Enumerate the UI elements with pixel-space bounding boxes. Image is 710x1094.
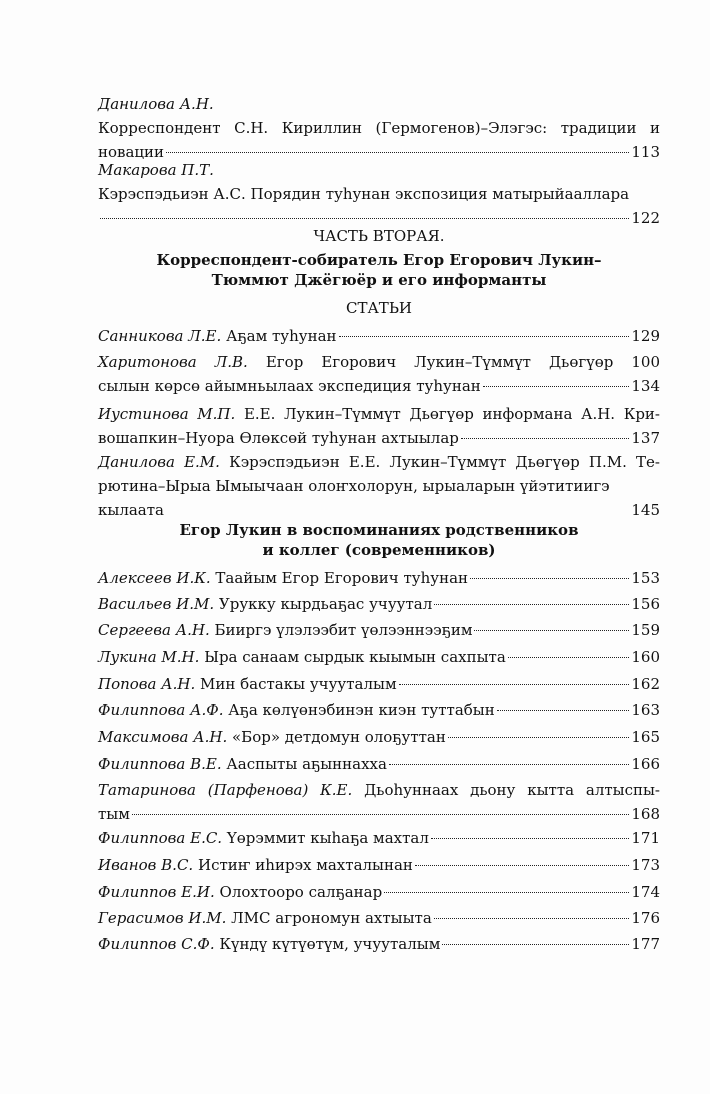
leader-dots xyxy=(474,630,629,631)
page-number: 113 xyxy=(631,143,660,161)
leader-dots xyxy=(434,604,629,605)
entry-author: Герасимов И.М. xyxy=(98,909,227,927)
entry-title: Бииргэ үлэлээбит үөлээннээҕим xyxy=(214,621,473,639)
entry-title: Мин бастакы учууталым xyxy=(200,675,397,693)
page-number: 174 xyxy=(631,883,660,901)
entry-title: Корреспондент С.Н. Кириллин (Гермогенов)–Элэгэс: традиции и xyxy=(98,119,660,137)
entry-title: Кэрэспэдьиэн Е.Е. Лукин–Түммүт Дьөгүөр П.М. Те- xyxy=(229,453,660,471)
page-number: 165 xyxy=(631,728,660,746)
leader-dots xyxy=(166,152,629,153)
page-number: 176 xyxy=(631,909,660,927)
leader-dots xyxy=(497,710,630,711)
leader-dots xyxy=(100,218,629,219)
list-item xyxy=(98,853,660,877)
leader-dots xyxy=(448,737,629,738)
page-number: 162 xyxy=(631,675,660,693)
entry-title-cont: вошапкин–Нуора Өлөксөй туһунан ахтыылар xyxy=(98,429,459,447)
page-number: 160 xyxy=(631,648,660,666)
entry-author: Сергеева А.Н. xyxy=(98,621,210,639)
page-number: 145 xyxy=(631,501,660,519)
entry-title-cont: тым xyxy=(98,805,130,823)
entry-author: Алексеев И.К. xyxy=(98,569,211,587)
toc-entry xyxy=(98,158,660,230)
part-title-cont: Тюммют Джёгюёр и его информанты xyxy=(211,271,547,289)
list-item xyxy=(98,672,660,696)
toc-entry xyxy=(98,402,660,450)
entry-title-cont: рютина–Ырыа Ымыычаан олоҥхолорун, ырыаларын үйэтитиигэ xyxy=(98,477,610,495)
entry-title: Аҕам туһунан xyxy=(226,327,337,345)
entry-title: Аҕа көлүөнэбинэн киэн туттабын xyxy=(228,701,495,719)
part-label: ЧАСТЬ ВТОРАЯ. xyxy=(313,227,445,245)
leader-dots xyxy=(442,944,629,945)
entry-title: Ааспыты аҕыннаххa xyxy=(226,755,387,773)
leader-dots xyxy=(461,438,629,439)
page-number: 171 xyxy=(631,829,660,847)
list-item xyxy=(98,880,660,904)
page-number: 166 xyxy=(631,755,660,773)
entry-author: Данилова Е.М. xyxy=(98,453,220,471)
leader-dots xyxy=(483,386,630,387)
entry-author: Татаринова (Парфенова) К.Е. xyxy=(98,781,353,799)
entry-title: Үөрэммит кыһаҕа махтал xyxy=(226,829,429,847)
leader-dots xyxy=(434,918,630,919)
leader-dots xyxy=(431,838,629,839)
entry-title: Истиҥ иһирэх махталынан xyxy=(197,856,413,874)
toc-entry xyxy=(98,324,660,348)
list-item xyxy=(98,752,660,776)
page-number: 122 xyxy=(631,209,660,227)
page-number: 168 xyxy=(631,805,660,823)
page-number: 129 xyxy=(631,327,660,345)
entry-title-cont: кылаата xyxy=(98,501,164,519)
entry-author: Филиппов С.Ф. xyxy=(98,935,215,953)
list-item xyxy=(98,618,660,642)
list-item xyxy=(98,932,660,956)
entry-author: Филиппова А.Ф. xyxy=(98,701,224,719)
leader-dots xyxy=(339,336,630,337)
entry-title: Урукку кырдьаҕас учуутал xyxy=(218,595,433,613)
entry-author: Иустинова М.П. xyxy=(98,405,236,423)
page-number: 156 xyxy=(631,595,660,613)
page-number: 153 xyxy=(631,569,660,587)
entry-title: ЛМС агрономун ахтыыта xyxy=(231,909,432,927)
leader-dots xyxy=(508,657,630,658)
entry-author: Максимова А.Н. xyxy=(98,728,228,746)
entry-title: «Бор» детдомун олоҕуттан xyxy=(232,728,446,746)
entry-title-cont: сылын көрсө айымньылаах экспедиция туһунан xyxy=(98,377,481,395)
entry-author: Филиппов Е.И. xyxy=(98,883,215,901)
entry-title: Таайым Егор Егорович туһунан xyxy=(215,569,469,587)
entry-title: Дьоһуннаах дьону кытта алтыспы- xyxy=(364,781,660,799)
leader-dots xyxy=(415,865,629,866)
entry-author: Филиппова Е.С. xyxy=(98,829,223,847)
page-number: 177 xyxy=(631,935,660,953)
toc-entry xyxy=(98,92,660,164)
entry-title: Ыра санаам сырдык кыымын сахпыта xyxy=(204,648,506,666)
leader-dots xyxy=(132,814,629,815)
leader-dots xyxy=(384,892,629,893)
page-number: 159 xyxy=(631,621,660,639)
page-number: 173 xyxy=(631,856,660,874)
part-title: Корреспондент-собиратель Егор Егорович Лукин– xyxy=(156,251,602,269)
page-number: 163 xyxy=(631,701,660,719)
leader-dots xyxy=(389,764,629,765)
list-item xyxy=(98,906,660,930)
toc-entry xyxy=(98,450,660,522)
entry-title-cont: новации xyxy=(98,143,165,161)
entry-author: Филиппова В.Е. xyxy=(98,755,222,773)
page-number: 137 xyxy=(631,429,660,447)
entry-title: Олохтоoро салҕанар xyxy=(219,883,383,901)
entry-author: Иванов В.С. xyxy=(98,856,194,874)
section-subtitle: СТАТЬИ xyxy=(345,299,413,317)
list-item xyxy=(98,725,660,749)
entry-author: Харитонова Л.В. xyxy=(98,353,248,371)
entry-author: Данилова А.Н. xyxy=(98,95,214,113)
list-item xyxy=(98,592,660,616)
entry-author: Макарова П.Т. xyxy=(98,161,214,179)
entry-title: Күндү күтүөтүм, учууталым xyxy=(219,935,441,953)
entry-author: Попова А.Н. xyxy=(98,675,196,693)
entry-title: Егор Егорович Лукин–Түммүт Дьөгүөр 100 xyxy=(265,353,660,371)
list-item xyxy=(98,698,660,722)
list-item xyxy=(98,826,660,850)
toc-entry xyxy=(98,350,660,398)
entry-title: Кэрэспэдьиэн А.С. Порядин туһунан экспозиция матырыйааллара xyxy=(98,185,630,203)
list-item xyxy=(98,566,660,590)
leader-dots xyxy=(399,684,630,685)
list-item xyxy=(98,778,660,826)
list-item xyxy=(98,645,660,669)
entry-author: Санникова Л.Е. xyxy=(98,327,222,345)
page-number: 134 xyxy=(631,377,660,395)
leader-dots xyxy=(470,578,629,579)
entry-author: Васильев И.М. xyxy=(98,595,215,613)
section-title: Егор Лукин в воспоминаниях родственников xyxy=(179,521,579,539)
entry-author: Лукина М.Н. xyxy=(98,648,200,666)
section-title-cont: и коллег (современников) xyxy=(262,541,496,559)
entry-title: Е.Е. Лукин–Түммүт Дьөгүөр информана А.Н. Кри- xyxy=(243,405,660,423)
